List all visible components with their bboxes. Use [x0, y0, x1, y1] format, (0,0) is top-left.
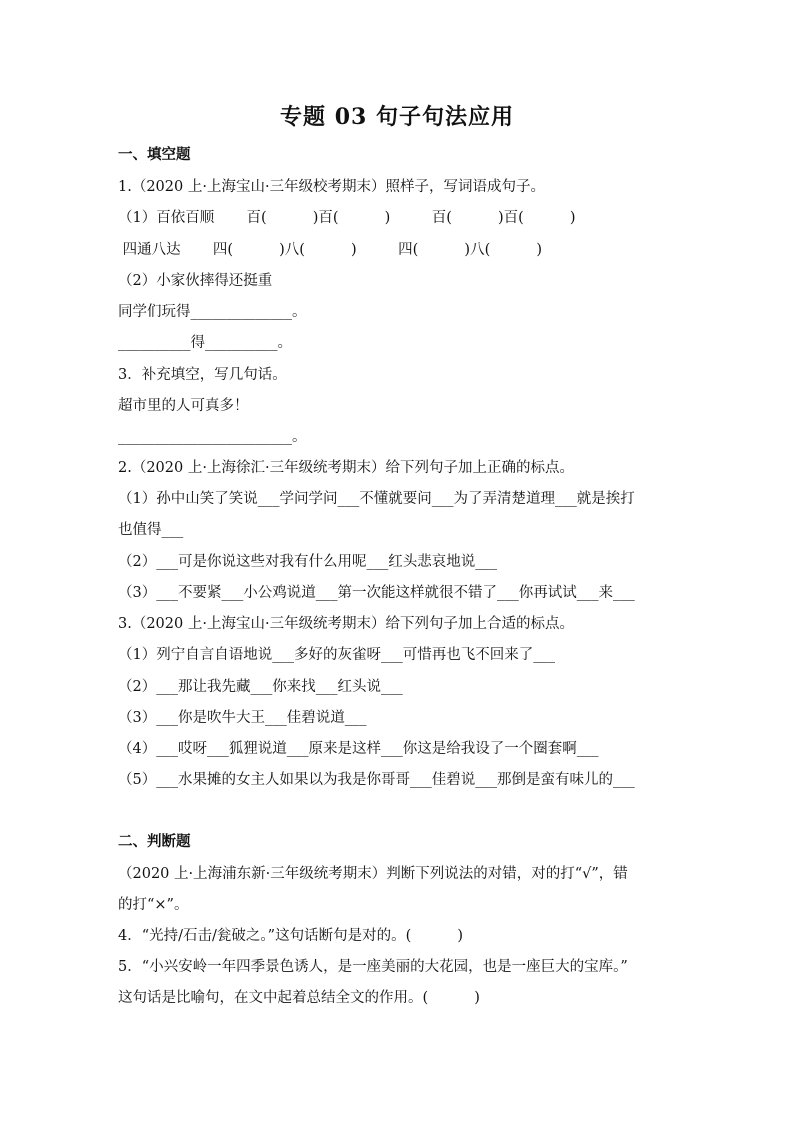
question-1-stem: 1.（2020 上·上海宝山·三年级校考期末）照样子，写词语成句子。	[118, 179, 546, 195]
question-3a-stem: 3．补充填空，写几句话。	[118, 367, 287, 383]
page-title: 专题 03 句子句法应用	[280, 104, 514, 130]
question-2-part-1-cont: 也值得___	[118, 522, 184, 538]
question-5: 5．“小兴安岭一年四季景色诱人，是一座美丽的大花园，也是一座巨大的宝库。”	[118, 959, 628, 975]
question-2-stem: 2.（2020 上·上海徐汇·三年级统考期末）给下列句子加上正确的标点。	[118, 460, 575, 476]
question-1-part-2-blank-1: 同学们玩得______________。	[118, 304, 307, 320]
question-3-part-4: （4）___哎呀___狐狸说道___原来是这样___你这是给我设了一个圈套啊___	[118, 741, 599, 757]
question-3-part-5: （5）___水果摊的女主人如果以为我是你哥哥___佳碧说___那倒是蛮有味儿的___	[118, 772, 635, 788]
question-1-part-1b: 四通八达 四( )八( ) 四( )八( )	[118, 242, 542, 258]
question-1-part-2-blank-2: __________得__________。	[118, 335, 292, 351]
question-3a-prompt: 超市里的人可真多！	[118, 398, 249, 414]
question-1-part-2: （2）小家伙摔得还挺重	[118, 273, 273, 289]
section-heading-fill-in: 一、填空题	[118, 146, 191, 163]
question-3-part-2: （2）___那让我先藏___你来找___红头说___	[118, 679, 403, 695]
section-heading-judge: 二、判断题	[118, 833, 191, 850]
question-1-part-1: （1）百依百顺 百( )百( ) 百( )百( )	[118, 210, 576, 226]
question-3-stem: 3.（2020 上·上海宝山·三年级统考期末）给下列句子加上合适的标点。	[118, 616, 575, 632]
question-2-part-2: （2）___可是你说这些对我有什么用呢___红头悲哀地说___	[118, 554, 497, 570]
judge-instructions-cont: 的打“×”。	[118, 897, 189, 913]
question-3-part-3: （3）___你是吹牛大王___佳碧说道___	[118, 710, 367, 726]
question-5-cont: 这句话是比喻句，在文中起着总结全文的作用。( )	[118, 990, 480, 1006]
question-3-part-1: （1）列宁自言自语地说___多好的灰雀呀___可惜再也飞不回来了___	[118, 647, 555, 663]
question-3a-blank: ________________________。	[118, 429, 307, 445]
question-2-part-1: （1）孙中山笑了笑说___学问学问___不懂就要问___为了弄清楚道理___就是挨打	[118, 491, 635, 507]
judge-instructions: （2020 上·上海浦东新·三年级统考期末）判断下列说法的对错，对的打“√”，错	[118, 866, 628, 882]
question-4: 4．“光持/石击/瓮破之。”这句话断句是对的。( )	[118, 928, 463, 944]
question-2-part-3: （3）___不要紧___小公鸡说道___第一次能这样就很不错了___你再试试___来___	[118, 585, 635, 601]
